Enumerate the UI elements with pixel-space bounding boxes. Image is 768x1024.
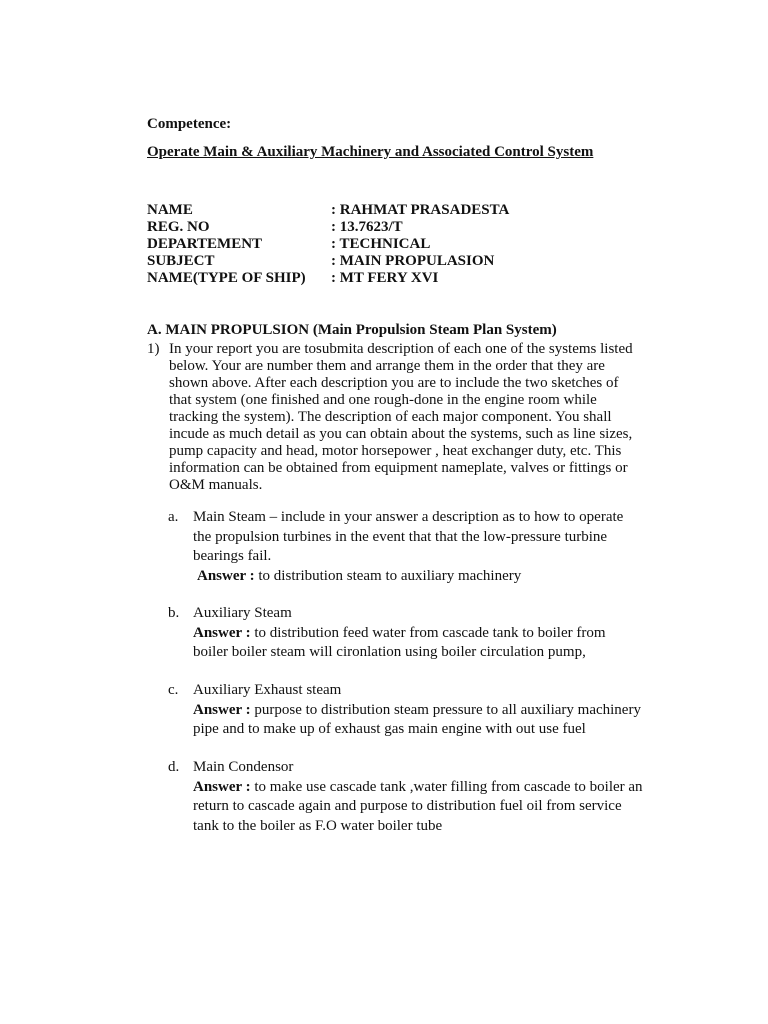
answer-text: purpose to distribution steam pressure to all auxiliary machinery bbox=[254, 701, 641, 718]
item-number: 1) bbox=[147, 341, 160, 357]
info-key: DEPARTEMENT bbox=[147, 236, 263, 252]
answer-line bbox=[193, 701, 641, 721]
item-1-text bbox=[169, 341, 633, 494]
answer-line: boiler boiler steam will cironlation using boiler circulation pump, bbox=[193, 644, 586, 660]
text-line: shown above. After each description you are to include the two sketches of bbox=[169, 375, 619, 391]
answer-text: to distribution steam to auxiliary machinery bbox=[258, 567, 522, 584]
sub-item-title-line: Auxiliary Exhaust steam bbox=[193, 682, 342, 698]
text-line: In your report you are tosubmita description of each one of the systems listed bbox=[169, 341, 633, 357]
info-table bbox=[147, 202, 567, 287]
info-value: : MT FERY XVI bbox=[331, 270, 439, 286]
text-line: that system (one finished and one rough-done in the engine room while bbox=[169, 392, 597, 408]
sub-item-title-line: Main Steam – include in your answer a description as to how to operate bbox=[193, 509, 624, 525]
info-key: REG. NO bbox=[147, 219, 210, 235]
info-row-name bbox=[147, 202, 567, 219]
text-line: pump capacity and head, motor horsepower , heat exchanger duty, etc. This bbox=[169, 443, 622, 459]
answer-text: to make use cascade tank ,water filling from cascade to boiler an bbox=[254, 778, 643, 795]
text-line: below. Your are number them and arrange them in the order that they are bbox=[169, 358, 605, 374]
info-value: : MAIN PROPULASION bbox=[331, 253, 495, 269]
text-line: information can be obtained from equipment nameplate, valves or fittings or bbox=[169, 460, 628, 476]
sub-item-title-line: Main Condensor bbox=[193, 759, 294, 775]
info-key: NAME(TYPE OF SHIP) bbox=[147, 270, 306, 286]
sub-item-body bbox=[193, 604, 606, 663]
sub-item-letter: b. bbox=[168, 605, 180, 621]
info-value: : TECHNICAL bbox=[331, 236, 431, 252]
text-line: tracking the system). The description of each major component. You shall bbox=[169, 409, 612, 425]
competence-title: Operate Main & Auxiliary Machinery and Associated Control System bbox=[147, 144, 594, 160]
answer-line bbox=[193, 567, 623, 587]
info-row-reg-no bbox=[147, 219, 567, 236]
sub-item-body bbox=[193, 681, 641, 740]
info-row-subject bbox=[147, 253, 567, 270]
info-key: SUBJECT bbox=[147, 253, 215, 269]
answer-text: to distribution feed water from cascade tank to boiler from bbox=[254, 624, 606, 641]
answer-label: Answer : bbox=[193, 778, 251, 795]
info-value: : RAHMAT PRASADESTA bbox=[331, 202, 510, 218]
sub-item-title-line: bearings fail. bbox=[193, 548, 272, 564]
sub-item-letter: c. bbox=[168, 682, 179, 698]
sub-item-title-line: the propulsion turbines in the event that that the low-pressure turbine bbox=[193, 528, 608, 545]
answer-label: Answer : bbox=[197, 567, 255, 584]
sub-item-body bbox=[193, 508, 623, 586]
answer-label: Answer : bbox=[193, 701, 251, 718]
sub-item-letter: d. bbox=[168, 759, 180, 775]
answer-label: Answer : bbox=[193, 624, 251, 641]
section-a-heading: A. MAIN PROPULSION (Main Propulsion Steam Plan System) bbox=[147, 322, 557, 338]
info-key: NAME bbox=[147, 202, 193, 218]
answer-line bbox=[193, 624, 606, 644]
answer-line bbox=[193, 778, 643, 798]
info-value: : 13.7623/T bbox=[331, 219, 403, 235]
info-row-department bbox=[147, 236, 567, 253]
info-row-ship-type bbox=[147, 270, 567, 287]
competence-label: Competence: bbox=[147, 116, 232, 132]
sub-item-body bbox=[193, 758, 643, 836]
answer-line: pipe and to make up of exhaust gas main engine with out use fuel bbox=[193, 721, 586, 737]
answer-line: return to cascade again and purpose to distribution fuel oil from service bbox=[193, 798, 622, 814]
answer-line: tank to the boiler as F.O water boiler tube bbox=[193, 817, 443, 834]
text-line: incude as much detail as you can obtain about the systems, such as line sizes, bbox=[169, 426, 633, 442]
sub-item-title-line: Auxiliary Steam bbox=[193, 605, 292, 621]
text-line: O&M manuals. bbox=[169, 477, 263, 493]
sub-item-letter: a. bbox=[168, 509, 179, 525]
